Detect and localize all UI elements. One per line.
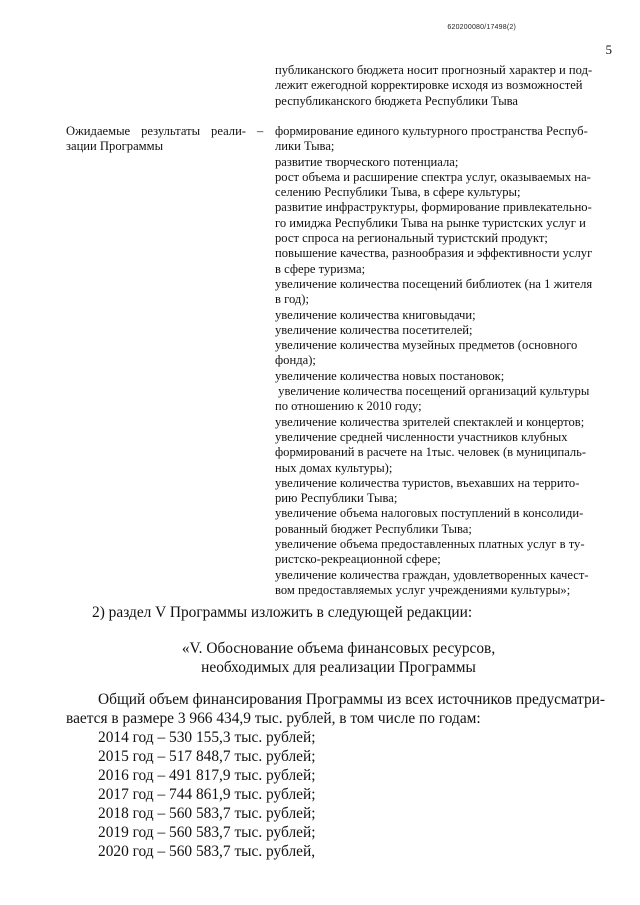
list-item-line: по отношению к 2010 году;: [275, 399, 422, 414]
table-continuation-cell: [275, 63, 605, 109]
list-item-line: развитие инфраструктуры, формирование привлекательно-: [275, 200, 592, 215]
year-item: 2014 год – 530 155,3 тыс. рублей;: [98, 729, 316, 746]
list-item-line: увеличение средней численности участников клубных: [275, 429, 568, 444]
year-item: 2018 год – 560 583,7 тыс. рублей;: [98, 805, 316, 822]
list-item-line: увеличение количества музейных предметов (основного: [275, 338, 578, 353]
expected-results-list: [275, 124, 611, 598]
list-item-line: увеличение количества посетителей;: [275, 322, 473, 337]
list-item-line: рованный бюджет Республики Тыва;: [275, 521, 472, 536]
section-title: [66, 639, 611, 677]
section-title-line: «V. Обоснование объема финансовых ресурсов,: [181, 640, 496, 657]
list-item-line: увеличение объема налоговых поступлений в консолиди-: [275, 506, 584, 521]
paragraph-line: вается в размере 3 966 434,9 тыс. рублей, в том числе по годам:: [66, 710, 481, 727]
list-item-line: вом предоставляемых услуг учреждениями культуры»;: [275, 582, 571, 597]
section-intro: 2) раздел V Программы изложить в следующей редакции:: [92, 604, 473, 621]
list-item-line: формирование единого культурного пространства Респуб-: [275, 124, 588, 138]
list-item-line: фонда);: [275, 353, 316, 368]
table-row-dash: –: [257, 124, 264, 138]
year-item: 2017 год – 744 861,9 тыс. рублей;: [98, 786, 316, 803]
year-item: 2016 год – 491 817,9 тыс. рублей;: [98, 767, 316, 784]
text-line: лежит ежегодной корректировке исходя из возможностей: [275, 78, 583, 93]
document-code: 620200080/17498(2): [447, 24, 516, 31]
list-item-line: повышение качества, разнообразия и эффективности услуг: [275, 246, 593, 261]
yearly-financing-list: [98, 728, 316, 861]
text-line: республиканского бюджета Республики Тыва: [275, 93, 519, 108]
text-line: публиканского бюджета носит прогнозный характер и под-: [275, 63, 593, 77]
list-item-line: увеличение количества посещений библиотек (на 1 жителя: [275, 276, 593, 291]
list-item-line: увеличение количества книговыдачи;: [275, 307, 476, 322]
list-item-line: увеличение объема предоставленных платных услуг в ту-: [275, 537, 585, 552]
list-item-line: развитие творческого потенциала;: [275, 154, 459, 169]
table-row-label: [66, 124, 246, 155]
list-item-line: рост спроса на региональный туристский продукт;: [275, 231, 548, 246]
year-item: 2015 год – 517 848,7 тыс. рублей;: [98, 748, 316, 765]
list-item-line: увеличение количества граждан, удовлетворенных качест-: [275, 567, 589, 582]
list-item-line: ных домах культуры);: [275, 460, 393, 475]
list-item-line: рию Республики Тыва;: [275, 491, 398, 506]
list-item-line: лики Тыва;: [275, 139, 335, 154]
list-item-line: рост объема и расширение спектра услуг, оказываемых на-: [275, 169, 591, 184]
page-number: 5: [605, 42, 612, 57]
list-item-line: в год);: [275, 292, 309, 307]
list-item-line: го имиджа Республики Тыва на рынке туристских услуг и: [275, 215, 586, 230]
text-line: зации Программы: [66, 139, 164, 154]
list-item-line: формирований в расчете на 1тыс. человек (в муниципаль-: [275, 445, 587, 460]
list-item-line: селению Республики Тыва, в сфере культуры;: [275, 185, 521, 200]
list-item-line: в сфере туризма;: [275, 261, 366, 276]
list-item-line: увеличение количества посещений организаций культуры: [275, 384, 590, 399]
list-item-line: ристско-рекреационной сфере;: [275, 552, 441, 567]
text-line: Ожидаемые результаты реали-: [66, 124, 246, 138]
list-item-line: увеличение количества новых постановок;: [275, 368, 505, 383]
financing-paragraph: [66, 690, 613, 728]
year-item: 2019 год – 560 583,7 тыс. рублей;: [98, 824, 316, 841]
list-item-line: увеличение количества туристов, въехавших на террито-: [275, 475, 580, 490]
paragraph-line: Общий объем финансирования Программы из всех источников предусматри-: [98, 691, 606, 708]
section-title-line: необходимых для реализации Программы: [201, 659, 476, 676]
year-item: 2020 год – 560 583,7 тыс. рублей,: [98, 843, 316, 860]
list-item-line: увеличение количества зрителей спектаклей и концертов;: [275, 414, 585, 429]
